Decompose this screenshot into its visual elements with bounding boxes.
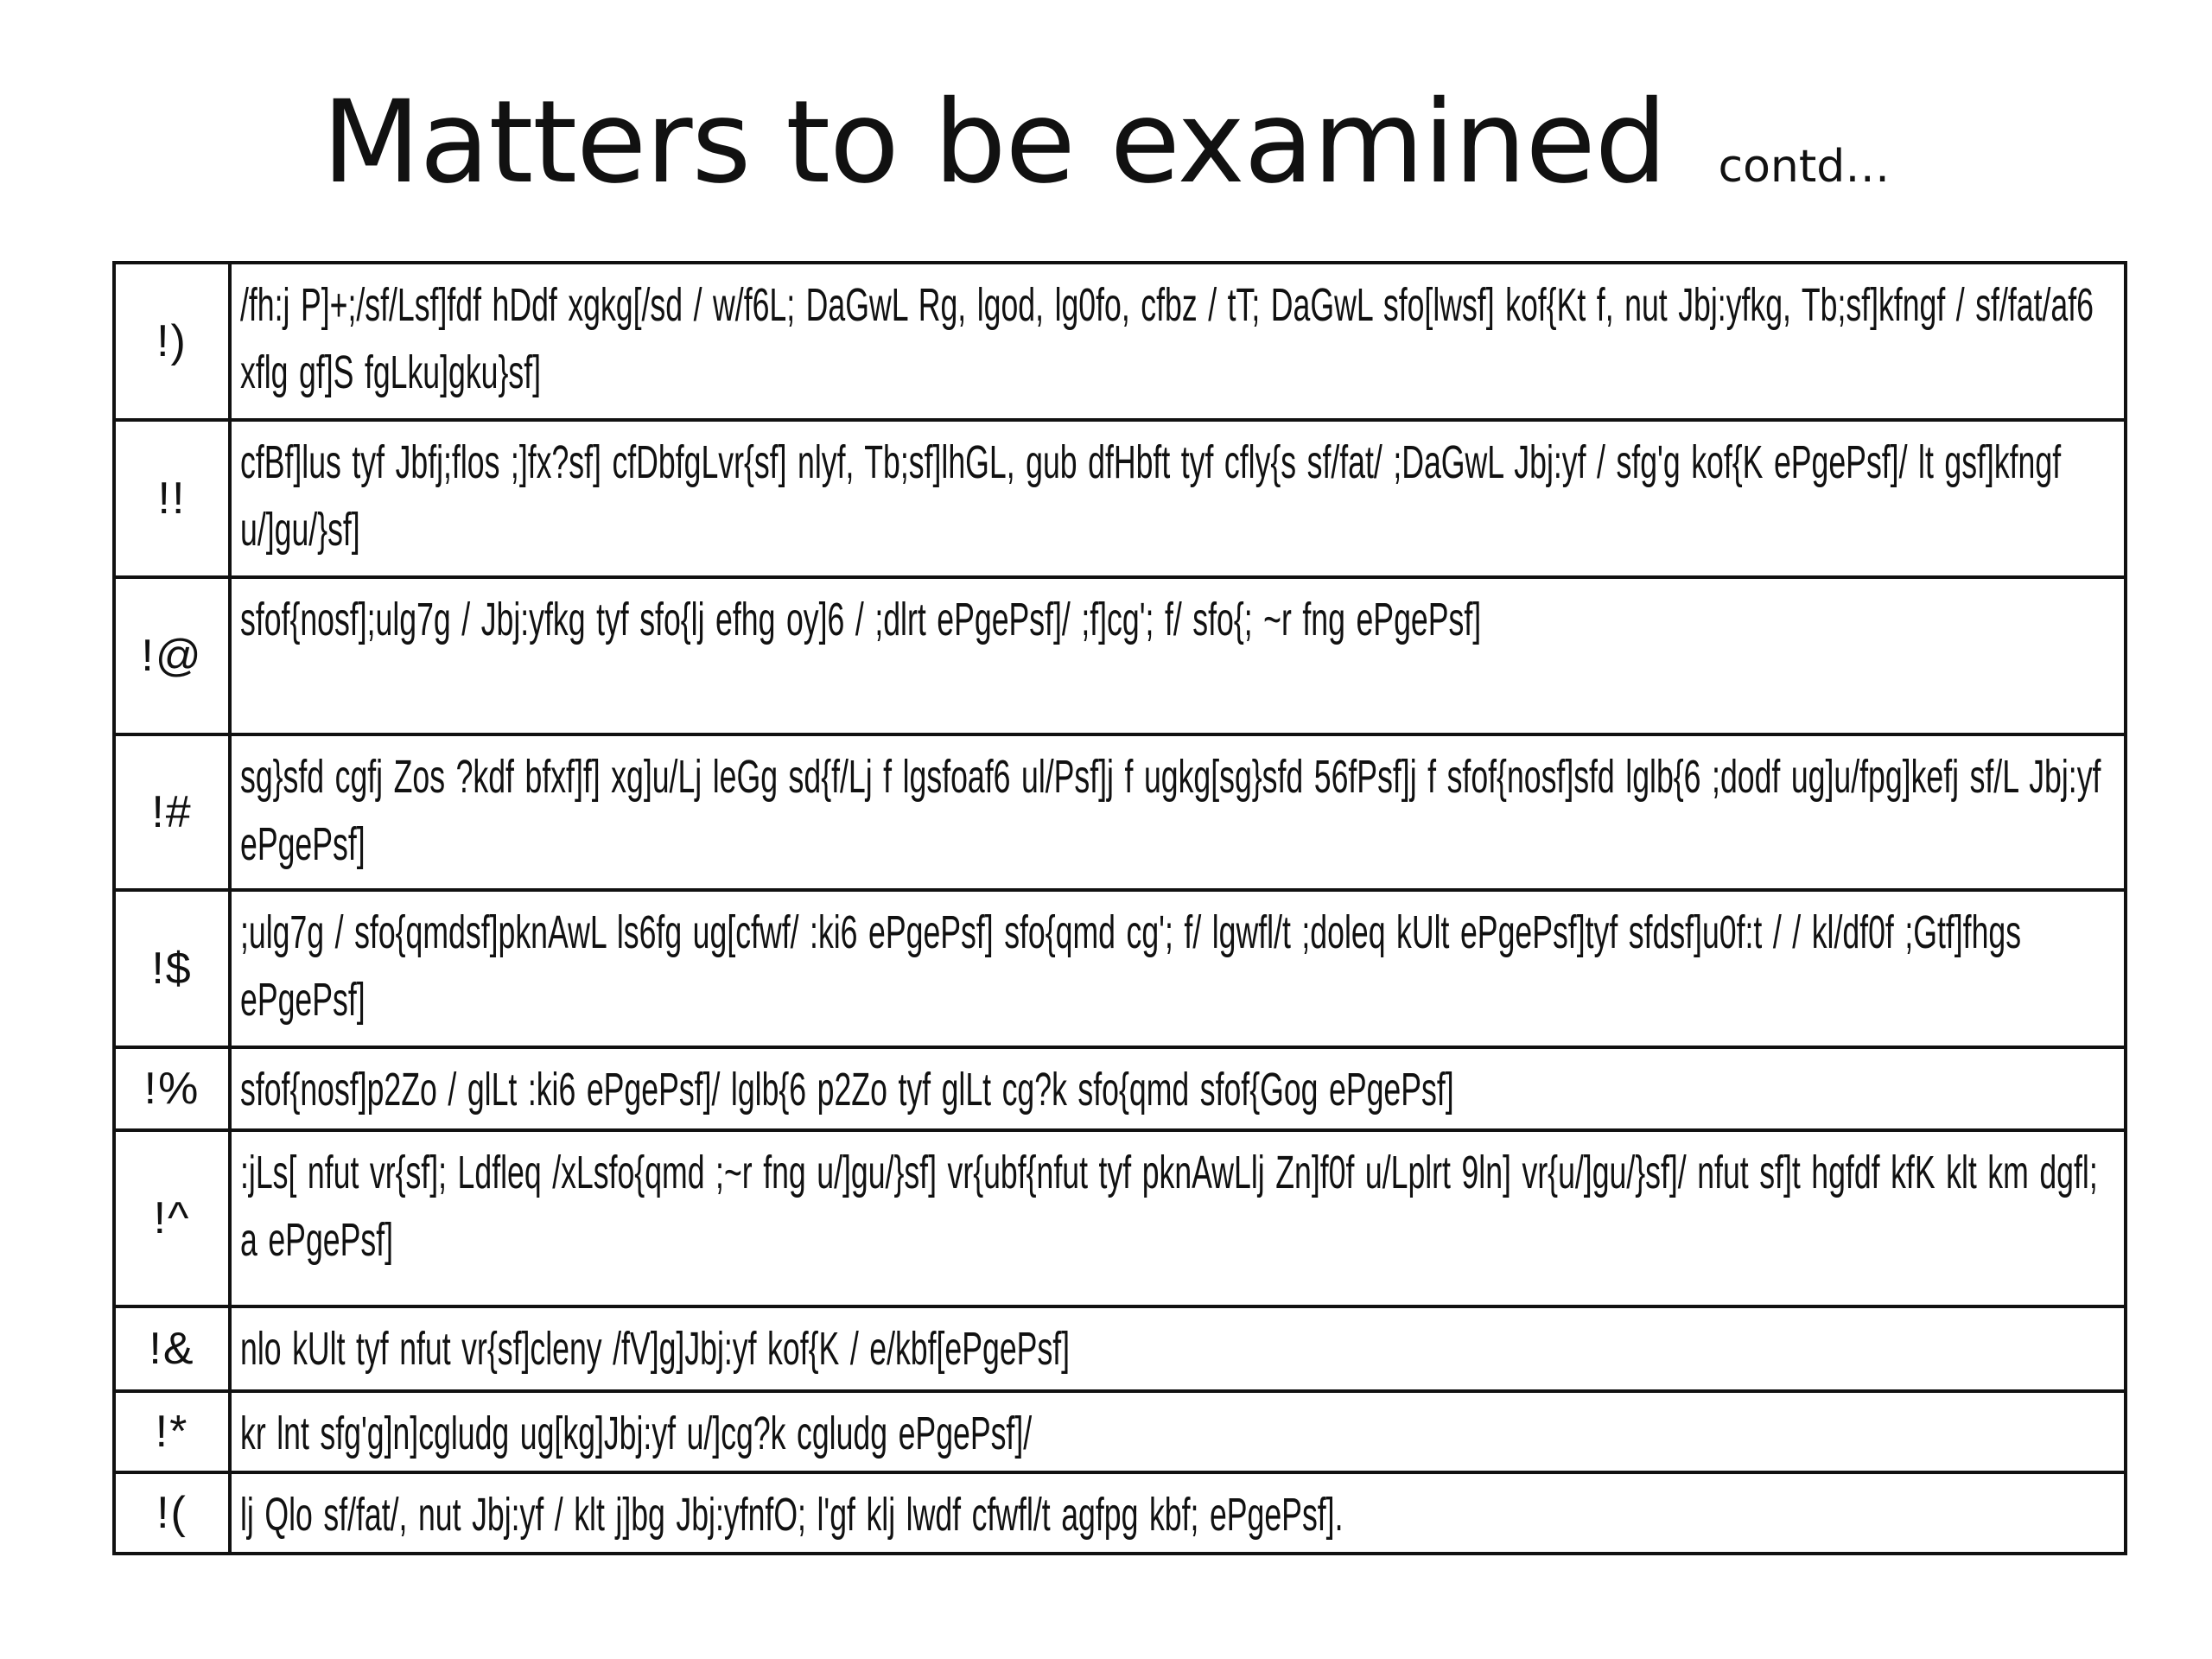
row-text: [230, 1391, 2126, 1472]
row-text: [230, 890, 2126, 1047]
row-number: !(: [114, 1472, 230, 1554]
matters-table: [112, 261, 2127, 1555]
row-text-content: nlo kUlt tyf nfut vr{sf]cleny /fV]g]Jbj:yf kof{K / e/kbf[ePgePsf]: [240, 1323, 1071, 1375]
table-row: [114, 1306, 2126, 1391]
row-text: [230, 1047, 2126, 1130]
row-number: !^: [114, 1130, 230, 1306]
row-text-content: /fh:j P]+;/sf/Lsf]fdf hDdf xgkg[/sd / w/f6L; DaGwL Rg, lgod, lg0fo, cfbz / tT; DaGwL sfo[lwsf] kof{Kt f, nut Jbj:yfkg, Tb;sf]kfngf / sf/fat/af6 xflg gf]S fgLku]gku}sf]: [240, 279, 2094, 398]
row-text: [230, 263, 2126, 420]
row-text-content: sg}sfd cgfj Zos ?kdf bfxf]f] xg]u/Lj leGg sd{f/Lj f lgsfoaf6 ul/Psf]j f ugkg[sg}sfd 56fPsf]j f sfof{nosf]sfd lglb{6 ;dodf ug]u/fpg]kefj sf/L Jbj:yf ePgePsf]: [240, 751, 2101, 870]
row-text: [230, 420, 2126, 577]
row-number: !*: [114, 1391, 230, 1472]
table-row: [114, 1391, 2126, 1472]
table-row: [114, 577, 2126, 734]
row-text-content: sfof{nosf];ulg7g / Jbj:yfkg tyf sfo{lj efhg oy]6 / ;dlrt ePgePsf]/ ;f]cg'; f/ sfo{; ~r fng ePgePsf]: [240, 594, 1482, 645]
table-row: [114, 263, 2126, 420]
table-row: [114, 1472, 2126, 1554]
row-text-content: cfBf]lus tyf Jbfj;flos ;]fx?sf] cfDbfgLvr{sf] nlyf, Tb;sf]lhGL, gub dfHbft tyf cfly{s sf/fat/ ;DaGwL Jbj:yf / sfg'g kof{K ePgePsf]/ lt gsf]kfngf u/]gu/}sf]: [240, 436, 2062, 556]
row-number: !$: [114, 890, 230, 1047]
table-row: [114, 1047, 2126, 1130]
row-text: [230, 734, 2126, 890]
page-title: Matters to be examined: [321, 76, 1667, 209]
row-text: [230, 1306, 2126, 1391]
row-number: !&: [114, 1306, 230, 1391]
row-number: !): [114, 263, 230, 420]
row-number: !%: [114, 1047, 230, 1130]
table-row: [114, 1130, 2126, 1306]
row-number: !!: [114, 420, 230, 577]
row-text: [230, 577, 2126, 734]
slide-title: [0, 76, 2212, 209]
row-text: [230, 1130, 2126, 1306]
row-text-content: :jLs[ nfut vr{sf]; Ldfleq /xLsfo{qmd ;~r fng u/]gu/}sf] vr{ubf{nfut tyf pknAwLlj Zn]f0f u/Lplrt 9ln] vr{u/]gu/}sf]/ nfut sf]t hgfdf kfK klt km dgfl; a ePgePsf]: [240, 1147, 2098, 1266]
row-text-content: ;ulg7g / sfo{qmdsf]pknAwL ls6fg ug[cfwf/ :ki6 ePgePsf] sfo{qmd cg'; f/ lgwfl/t ;doleq kUlt ePgePsf]tyf sfdsf]u0f:t / / kl/df0f ;Gtf]fhgs ePgePsf]: [240, 906, 2022, 1026]
row-text: [230, 1472, 2126, 1554]
row-text-content: lj Qlo sf/fat/, nut Jbj:yf / klt j]bg Jbj:yfnfO; l'gf klj lwdf cfwfl/t agfpg kbf; ePgePsf].: [240, 1489, 1344, 1541]
row-number: !#: [114, 734, 230, 890]
table-row: [114, 734, 2126, 890]
table-row: [114, 420, 2126, 577]
page-subtitle: contd…: [1718, 141, 1891, 193]
row-number: !@: [114, 577, 230, 734]
row-text-content: sfof{nosf]p2Zo / glLt :ki6 ePgePsf]/ lglb{6 p2Zo tyf glLt cg?k sfo{qmd sfof{Gog ePgePsf]: [240, 1064, 1454, 1116]
table-row: [114, 890, 2126, 1047]
row-text-content: kr lnt sfg'g]n]cgludg ug[kg]Jbj:yf u/]cg?k cgludg ePgePsf]/: [240, 1408, 1033, 1459]
matters-table-container: [112, 261, 2127, 1555]
